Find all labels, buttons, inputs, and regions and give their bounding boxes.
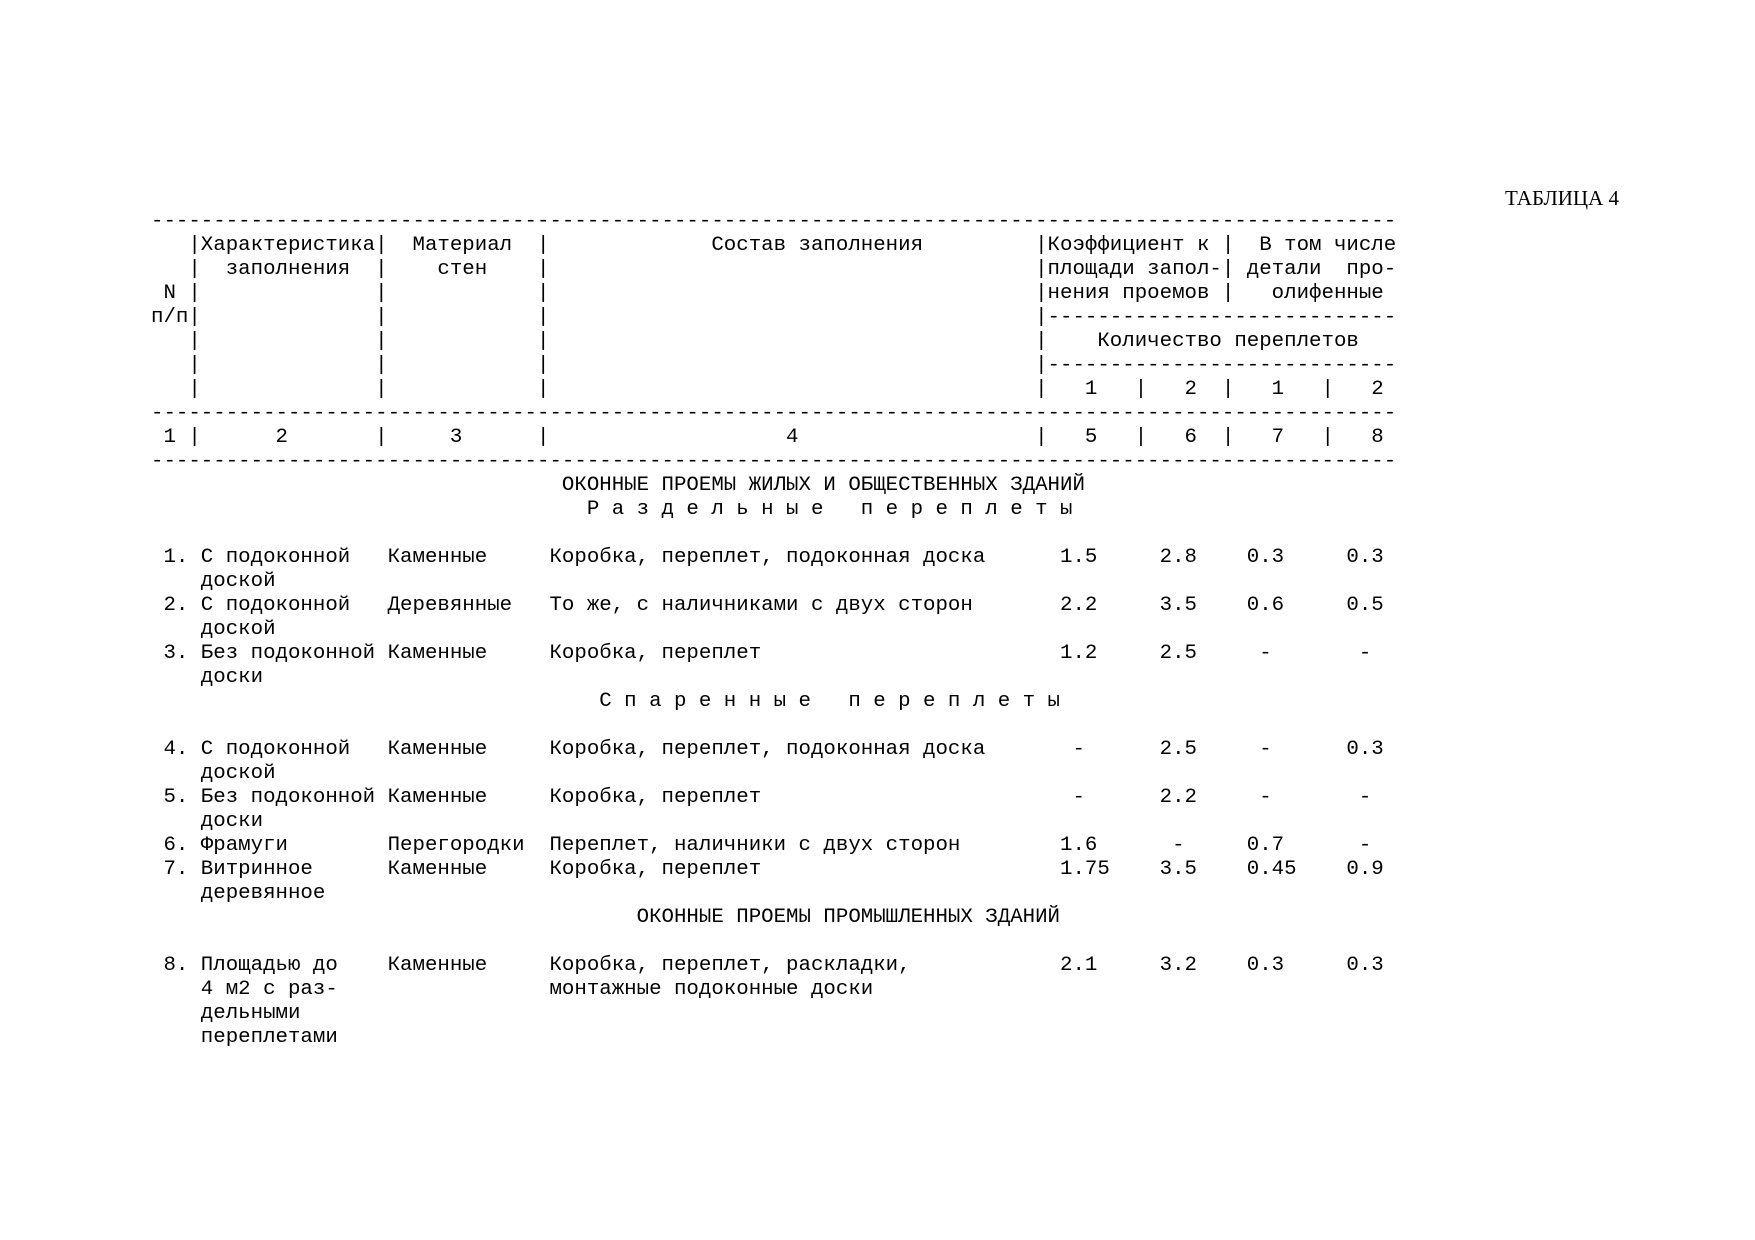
table-line: доской	[151, 570, 276, 593]
table-line: N | | | |нения проемов | олифенные	[151, 282, 1384, 305]
table-title: ТАБЛИЦА 4	[1505, 186, 1619, 210]
table-line: доской	[151, 762, 276, 785]
table-line: деревянное	[151, 882, 326, 905]
table-line: 8. Площадью до Каменные Коробка, переплет, раскладки, 2.1 3.2 0.3 0.3	[151, 954, 1384, 977]
table-line: 4 м2 с раз- монтажные подоконные доски	[151, 978, 874, 1001]
table-line: 1 | 2 | 3 | 4 | 5 | 6 | 7 | 8	[151, 426, 1384, 449]
table-line: | | | |----------------------------	[151, 354, 1397, 377]
table-line: | | | | Количество переплетов	[151, 330, 1359, 353]
table-line: 7. Витринное Каменные Коробка, переплет 1.75 3.5 0.45 0.9	[151, 858, 1384, 881]
table-line: ОКОННЫЕ ПРОЕМЫ ПРОМЫШЛЕННЫХ ЗДАНИЙ	[151, 906, 1060, 929]
table-line: ----------------------------------------------------------------------------------------------------	[151, 402, 1397, 425]
table-line: 3. Без подоконной Каменные Коробка, переплет 1.2 2.5 - -	[151, 642, 1372, 665]
table-line: 5. Без подоконной Каменные Коробка, переплет - 2.2 - -	[151, 786, 1372, 809]
table-line: 6. Фрамуги Перегородки Переплет, наличники с двух сторон 1.6 - 0.7 -	[151, 834, 1372, 857]
table-line: ОКОННЫЕ ПРОЕМЫ ЖИЛЫХ И ОБЩЕСТВЕННЫХ ЗДАНИЙ	[151, 474, 1085, 497]
table-line: | | | | 1 | 2 | 1 | 2	[151, 378, 1384, 401]
table-line: переплетами	[151, 1026, 338, 1049]
table-line: Р а з д е л ь н ы е п е р е п л е т ы	[151, 498, 1073, 521]
table-line: | заполнения | стен | |площади запол-| детали про-	[151, 258, 1397, 281]
table-line: С п а р е н н ы е п е р е п л е т ы	[151, 690, 1060, 713]
table-line: |Характеристика| Материал | Состав заполнения |Коэффициент к | В том числе	[151, 234, 1397, 257]
table-line: доски	[151, 810, 264, 833]
table-body	[151, 210, 1396, 1050]
table-line: ----------------------------------------------------------------------------------------------------	[151, 210, 1397, 233]
table-line: 1. С подоконной Каменные Коробка, переплет, подоконная доска 1.5 2.8 0.3 0.3	[151, 546, 1384, 569]
table-line: 2. С подоконной Деревянные То же, с наличниками с двух сторон 2.2 3.5 0.6 0.5	[151, 594, 1384, 617]
table-line: 4. С подоконной Каменные Коробка, переплет, подоконная доска - 2.5 - 0.3	[151, 738, 1384, 761]
table-line: доской	[151, 618, 276, 641]
table-line: дельными	[151, 1002, 301, 1025]
table-line: ----------------------------------------------------------------------------------------------------	[151, 450, 1397, 473]
table-line: доски	[151, 666, 264, 689]
table-line: п/п| | | |----------------------------	[151, 306, 1397, 329]
